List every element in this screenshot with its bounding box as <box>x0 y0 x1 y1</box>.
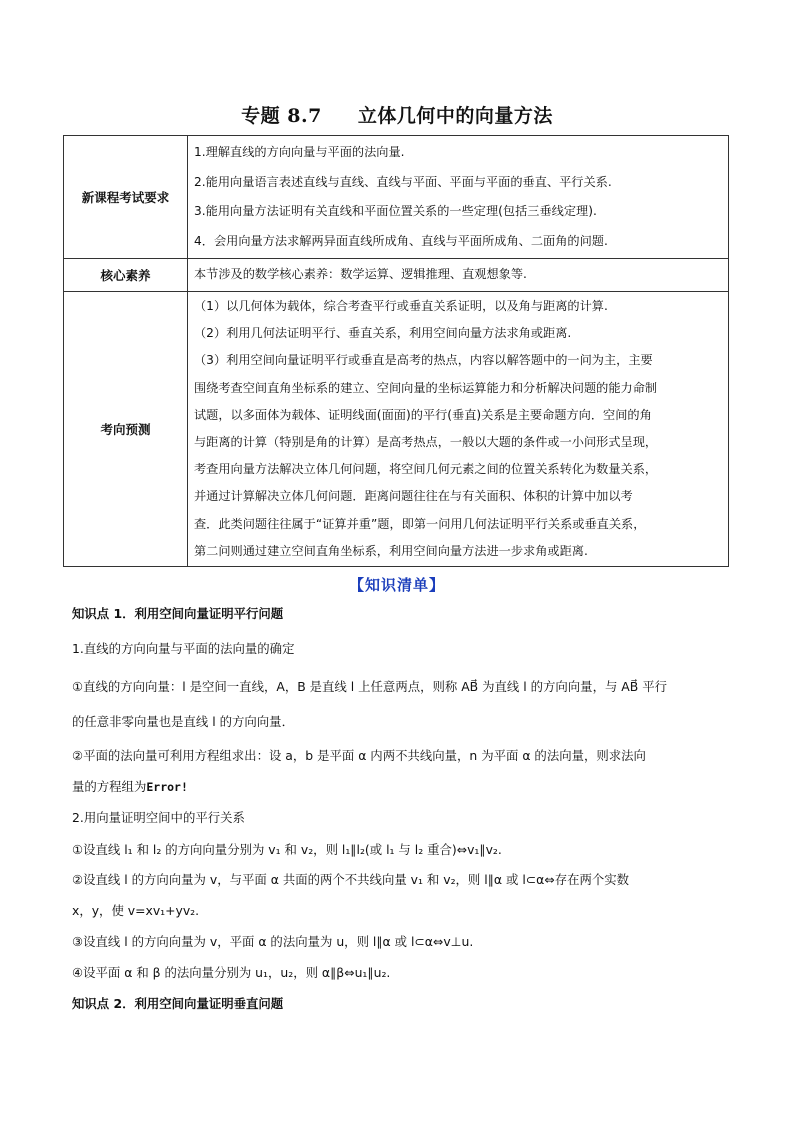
knowledge-point-1-title: 知识点 1．利用空间向量证明平行问题 <box>72 606 284 621</box>
item-line-plane-parallel-line2: x，y，使 v=xv₁+yv₂. <box>72 903 200 918</box>
row-header-core-literacy: 核心素养 <box>64 259 188 292</box>
section-title-knowledge-list: 【知识清单】 <box>348 576 445 594</box>
requirement-line: 3.能用向量方法证明有关直线和平面位置关系的一些定理(包括三垂线定理). <box>194 204 597 218</box>
item-direction-vector-line2: 的任意非零向量也是直线 l 的方向向量． <box>72 714 294 729</box>
literacy-line: 本节涉及的数学核心素养：数学运算、逻辑推理、直观想象等. <box>194 267 527 282</box>
row-header-forecast: 考向预测 <box>64 292 188 567</box>
item-normal-vector-line2 <box>72 777 188 795</box>
page-title <box>0 101 794 128</box>
item-line-line-parallel: ①设直线 l₁ 和 l₂ 的方向向量分别为 v₁ 和 v₂，则 l₁∥l₂(或 l₁ 与 l₂ 重合)⇔v₁∥v₂. <box>72 842 502 857</box>
forecast-line: 与距离的计算（特别是角的计算）是高考热点，一般以大题的条件或一小问形式呈现， <box>194 435 658 449</box>
requirement-line: 4．会用向量方法求解两异面直线所成角、直线与平面所成角、二面角的问题. <box>194 233 608 248</box>
subheading-direction-normal: 1.直线的方向向量与平面的法向量的确定 <box>72 641 295 656</box>
requirements-table <box>63 135 729 567</box>
table-row <box>64 259 729 292</box>
subheading-parallel-relations: 2.用向量证明空间中的平行关系 <box>72 810 245 825</box>
requirement-line: 2.能用向量语言表述直线与直线、直线与平面、平面与平面的垂直、平行关系. <box>194 174 612 189</box>
forecast-line: （3）利用空间向量证明平行或垂直是高考的热点，内容以解答题中的一问为主，主要 <box>194 353 653 368</box>
error-text: Error! <box>146 780 188 794</box>
forecast-line: （1）以几何体为载体，综合考查平行或垂直关系证明，以及角与距离的计算. <box>194 298 608 313</box>
forecast-line: 考查用向量方法解决立体几何问题，将空间几何元素之间的位置关系转化为数量关系， <box>194 462 658 477</box>
item-direction-vector-line1: ①直线的方向向量：l 是空间一直线，A，B 是直线 l 上任意两点，则称 AB⃗ 为直线 l 的方向向量，与 AB⃗ 平行 <box>72 679 667 694</box>
item-line-plane-parallel-line1: ②设直线 l 的方向向量为 v，与平面 α 共面的两个不共线向量 v₁ 和 v₂，则 l∥α 或 l⊂α⇔存在两个实数 <box>72 872 630 887</box>
row-content-core-literacy <box>188 259 729 292</box>
item-plane-plane-parallel: ④设平面 α 和 β 的法向量分别为 u₁，u₂，则 α∥β⇔u₁∥u₂. <box>72 965 391 980</box>
row-header-exam-requirements: 新课程考试要求 <box>64 136 188 259</box>
forecast-line: 查．此类问题往往属于“证算并重”题，即第一问用几何法证明平行关系或垂直关系， <box>194 516 646 531</box>
forecast-line: 围绕考查空间直角坐标系的建立、空间向量的坐标运算能力和分析解决问题的能力命制 <box>194 380 658 395</box>
title-main: 立体几何中的向量方法 <box>357 105 553 127</box>
requirement-line: 1.理解直线的方向向量与平面的法向量. <box>194 145 405 159</box>
forecast-line: （2）利用几何法证明平行、垂直关系，利用空间向量方法求角或距离. <box>194 326 572 341</box>
title-prefix: 专题 8.7 <box>241 105 322 127</box>
normal-vector-text: 量的方程组为 <box>72 779 147 794</box>
item-line-plane-normal: ③设直线 l 的方向向量为 v，平面 α 的法向量为 u，则 l∥α 或 l⊂α⇔v⊥u. <box>72 934 474 949</box>
item-normal-vector-line1: ②平面的法向量可利用方程组求出：设 a，b 是平面 α 内两不共线向量，n 为平面 α 的法向量，则求法向 <box>72 748 646 763</box>
forecast-line: 试题，以多面体为载体、证明线面(面面)的平行(垂直)关系是主要命题方向．空间的角 <box>194 407 652 422</box>
row-content-forecast <box>188 292 729 567</box>
row-content-exam-requirements <box>188 136 729 259</box>
forecast-line: 第二问则通过建立空间直角坐标系，利用空间向量方法进一步求角或距离. <box>194 543 588 558</box>
knowledge-point-2-title: 知识点 2．利用空间向量证明垂直问题 <box>72 996 284 1011</box>
forecast-line: 并通过计算解决立体几何问题．距离问题往往在与有关面积、体积的计算中加以考 <box>194 489 633 504</box>
table-row <box>64 136 729 259</box>
table-row <box>64 292 729 567</box>
